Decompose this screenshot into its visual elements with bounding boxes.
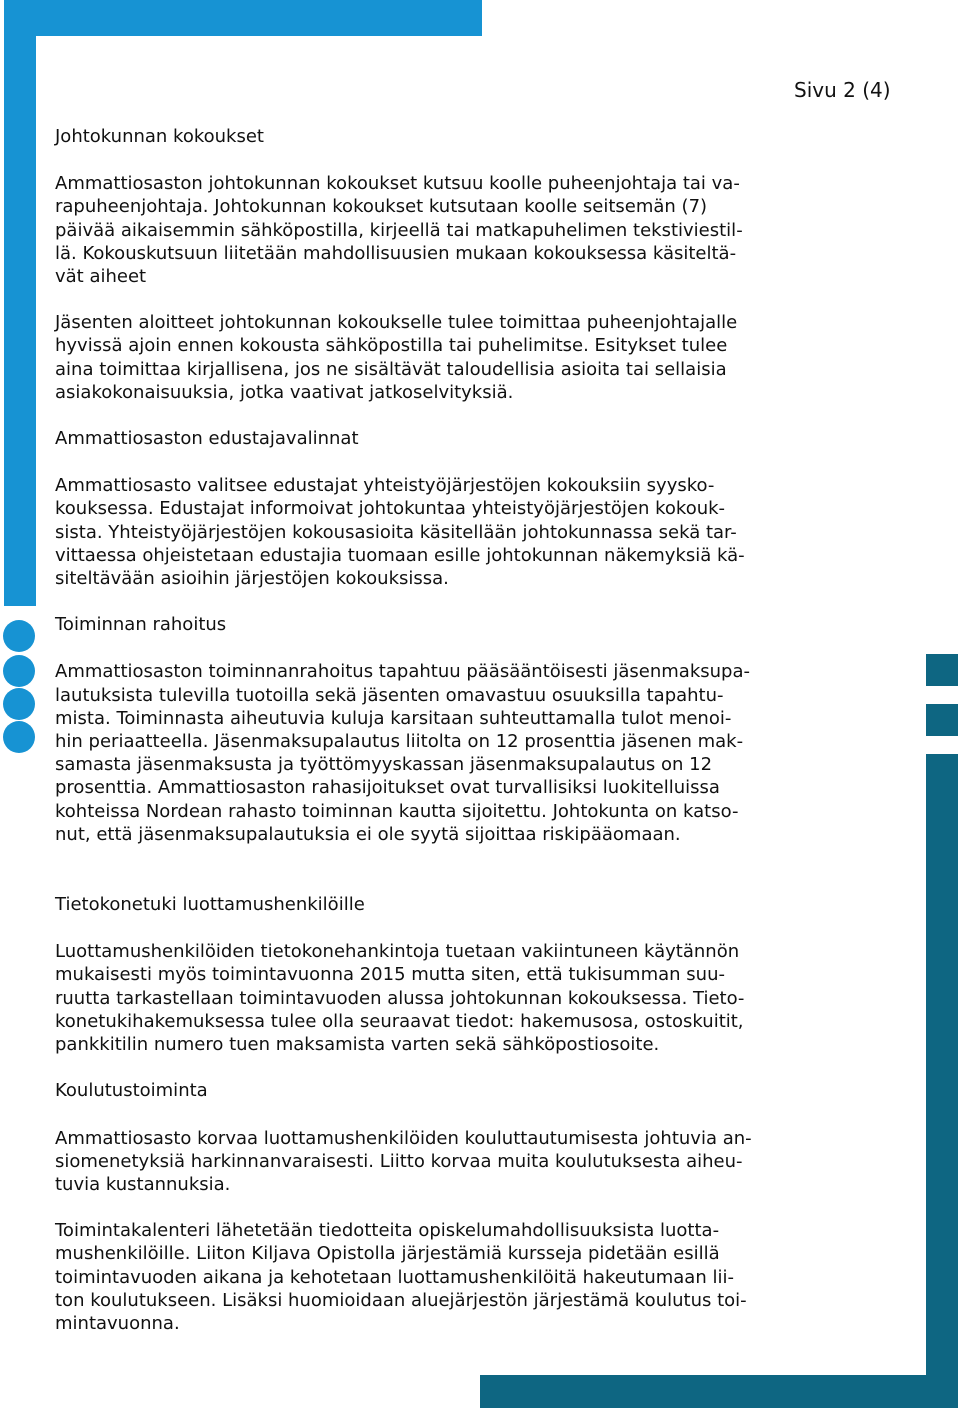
decorative-dot-4 [3,721,35,753]
text-line: Toimintakalenteri lähetetään tiedotteita opiskelumahdollisuuksista luotta- [55,1220,720,1242]
paragraph [55,940,905,1056]
decorative-right-bar [926,768,958,1408]
decorative-bottom-bar [480,1375,958,1408]
text-line: vät aiheet [55,266,147,288]
text-line: Ammattiosasto valitsee edustajat yhteistyöjärjestöjen kokouksiin syysko- [55,475,715,497]
paragraph [55,1219,905,1335]
section-heading: Toiminnan rahoitus [55,614,227,636]
decorative-dot-3 [3,688,35,720]
text-line: hyvissä ajoin ennen kokousta sähköpostilla tai puhelimitse. Esitykset tulee [55,335,728,357]
decorative-dot-2 [3,655,35,687]
text-line: tuvia kustannuksia. [55,1173,231,1195]
text-line: siomenetyksiä harkinnanvaraisesti. Liitto korvaa muita koulutuksesta aiheu- [55,1150,743,1172]
document-body [55,125,905,1335]
section-heading: Tietokonetuki luottamushenkilöille [55,894,365,916]
text-line: Jäsenten aloitteet johtokunnan kokoukselle tulee toimittaa puheenjohtajalle [55,312,738,334]
text-line: rapuheenjohtaja. Johtokunnan kokoukset kutsutaan koolle seitsemän (7) [55,196,708,218]
text-line: päivää aikaisemmin sähköpostilla, kirjeellä tai matkapuhelimen tekstiviestil- [55,219,743,241]
text-line: pankkitilin numero tuen maksamista varten sekä sähköpostiosoite. [55,1034,660,1056]
decorative-dot-1 [3,620,35,652]
text-line: mista. Toiminnasta aiheutuvia kuluja karsitaan suhteuttamalla tulot menoi- [55,707,732,729]
decorative-square-2 [926,704,958,736]
text-line: kouksessa. Edustajat informoivat johtokuntaa yhteistyöjärjestöjen kokouk- [55,498,726,520]
decorative-top-bar [4,0,482,36]
text-line: nut, että jäsenmaksupalautuksia ei ole syytä sijoittaa riskipääomaan. [55,823,681,845]
section-tietokonetuki [55,893,905,1056]
paragraph [55,474,905,590]
paragraph [55,311,905,404]
text-line: Ammattiosaston toiminnanrahoitus tapahtuu pääsääntöisesti jäsenmaksupa- [55,661,750,683]
section-johtokunnan-kokoukset [55,125,905,404]
text-line: Ammattiosaston johtokunnan kokoukset kutsuu koolle puheenjohtaja tai va- [55,173,740,195]
text-line: mukaisesti myös toimintavuonna 2015 mutta siten, että tukisumman suu- [55,964,725,986]
section-heading: Johtokunnan kokoukset [55,126,264,147]
section-koulutustoiminta [55,1079,905,1335]
text-line: prosenttia. Ammattiosaston rahasijoitukset ovat turvallisiksi luokitelluissa [55,777,720,799]
paragraph [55,660,905,846]
section-heading: Koulutustoiminta [55,1080,208,1102]
text-line: ruutta tarkastellaan toimintavuoden alussa johtokunnan kokouksessa. Tieto- [55,987,745,1009]
page-number: Sivu 2 (4) [794,78,891,102]
text-line: mushenkilöille. Liiton Kiljava Opistolla järjestämiä kursseja pidetään esillä [55,1243,720,1265]
section-heading: Ammattiosaston edustajavalinnat [55,428,359,450]
text-line: sista. Yhteistyöjärjestöjen kokousasioita käsitellään johtokunnassa sekä tar- [55,521,737,543]
paragraph [55,1127,905,1197]
text-line: hin periaatteella. Jäsenmaksupalautus liitolta on 12 prosenttia jäsenen mak- [55,731,744,753]
text-line: lä. Kokouskutsuun liitetään mahdollisuusien mukaan kokouksessa käsiteltä- [55,242,737,264]
text-line: samasta jäsenmaksusta ja työttömyyskassan jäsenmaksupalautus on 12 [55,754,713,776]
text-line: kohteissa Nordean rahasto toiminnan kautta sijoitettu. Johtokunta on katso- [55,800,739,822]
text-line: ton koulutukseen. Lisäksi huomioidaan aluejärjestön järjestämä koulutus toi- [55,1289,747,1311]
text-line: lautuksista tulevilla tuotoilla sekä jäsenten omavastuu osuuksilla tapahtu- [55,684,724,706]
section-edustajavalinnat [55,427,905,590]
section-toiminnan-rahoitus [55,613,905,846]
decorative-square-1 [926,654,958,686]
text-line: Luottamushenkilöiden tietokonehankintoja tuetaan vakiintuneen käytännön [55,941,740,963]
text-line: vittaessa ohjeistetaan edustajia tuomaan esille johtokunnan näkemyksiä kä- [55,544,745,566]
text-line: konetukihakemuksessa tulee olla seuraavat tiedot: hakemusosa, ostoskuitit, [55,1010,744,1032]
decorative-left-bar [4,0,36,606]
text-line: Ammattiosasto korvaa luottamushenkilöiden kouluttautumisesta johtuvia an- [55,1127,752,1149]
text-line: siteltävään asioihin järjestöjen kokouksissa. [55,568,449,590]
text-line: mintavuonna. [55,1312,180,1334]
text-line: toimintavuoden aikana ja kehotetaan luottamushenkilöitä hakeutumaan lii- [55,1266,734,1288]
text-line: asiakokonaisuuksia, jotka vaativat jatkoselvityksiä. [55,381,514,403]
text-line: aina toimittaa kirjallisena, jos ne sisältävät taloudellisia asioita tai sellaisia [55,358,727,380]
decorative-square-3 [926,754,958,786]
paragraph [55,172,905,288]
